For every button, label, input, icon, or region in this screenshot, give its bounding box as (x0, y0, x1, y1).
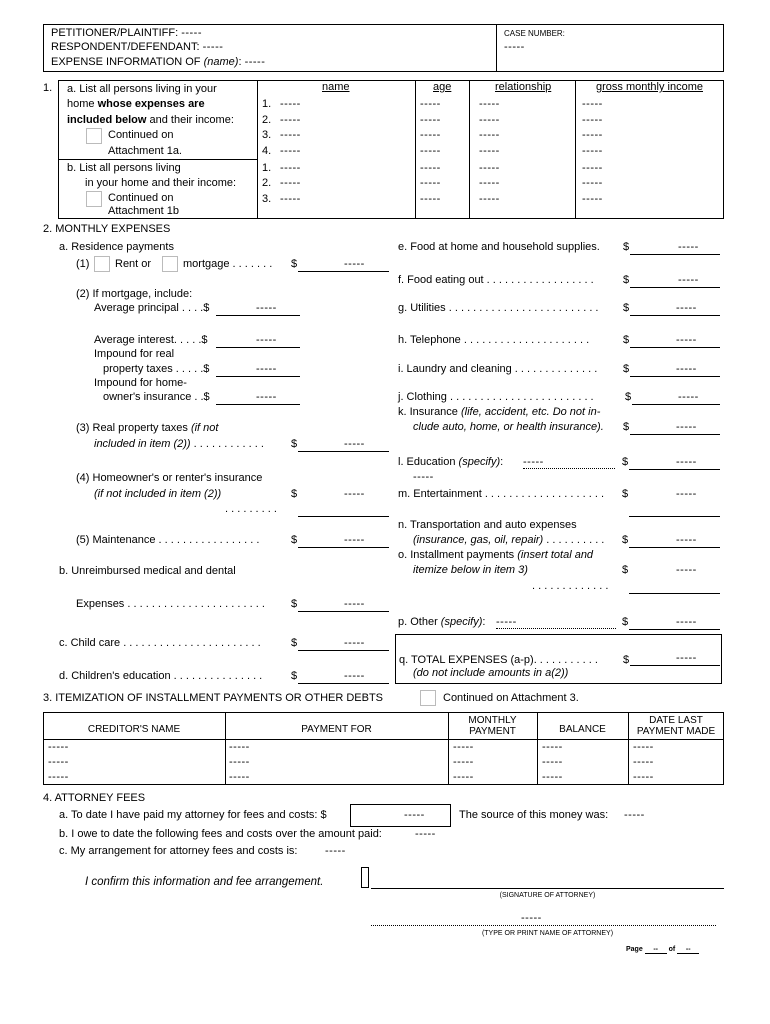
section-1a-line1: a. List all persons living in your (67, 83, 217, 95)
date-last-header (628, 715, 724, 737)
section-4-title: 4. ATTORNEY FEES (43, 792, 146, 804)
mortgage-checkbox[interactable] (162, 256, 178, 272)
food-out-label: f. Food eating out . . . . . . . . . . . . . . . . . . (398, 274, 594, 286)
dollar-sign: $ (622, 534, 629, 546)
telephone-line (630, 334, 720, 348)
petitioner-label: PETITIONER/PLAINTIFF: (51, 27, 179, 39)
person-relationship-field[interactable]: ----- (479, 129, 500, 141)
balance-field[interactable]: ----- (542, 756, 563, 768)
section-1-number: 1. (43, 82, 53, 94)
row-number: 1. (262, 98, 272, 110)
homeowners-insurance-hint-text: (if not included in item (2)) (94, 488, 222, 500)
avg-interest-field[interactable]: ----- (256, 334, 277, 346)
maintenance-label: (5) Maintenance . . . . . . . . . . . . . . . . . (76, 534, 260, 546)
other-label (398, 616, 485, 628)
installment-text: o. Installment payments (398, 549, 518, 561)
mortgage-include-label: (2) If mortgage, include: (76, 288, 193, 300)
utilities-field[interactable]: ----- (676, 302, 697, 314)
expense-of-field[interactable]: ----- (244, 56, 266, 68)
rent-label: Rent or (115, 258, 152, 270)
continued-3-checkbox[interactable] (420, 690, 436, 706)
monthly-header-line2: PAYMENT (469, 726, 516, 737)
continued-1a-checkbox[interactable] (86, 128, 102, 144)
homeowners-insurance-field[interactable]: ----- (344, 488, 365, 500)
property-taxes-label (76, 422, 218, 434)
education-text: l. Education (398, 456, 459, 468)
payment-for-field[interactable]: ----- (229, 756, 250, 768)
continued-1b-checkbox[interactable] (86, 191, 102, 207)
education-specify-field-2[interactable]: ----- (413, 471, 434, 483)
col-age-header: age (433, 81, 452, 93)
other-line (629, 616, 720, 630)
section-1-divider-v1 (257, 80, 258, 219)
homeowners-dots: . . . . . . . . . (225, 503, 277, 515)
impound-home-label1: Impound for home- (94, 377, 187, 389)
person-relationship-field[interactable]: ----- (479, 177, 500, 189)
medical-dental-label: b. Unreimbursed medical and dental (59, 565, 236, 577)
caption-divider (496, 24, 497, 72)
fees-source-field[interactable]: ----- (624, 809, 645, 821)
dollar-sign: $ (623, 334, 630, 346)
case-number-field[interactable]: ----- (504, 41, 525, 53)
property-taxes-hint: (if not (190, 422, 219, 434)
continued-1a-label2: Attachment 1a. (108, 145, 182, 157)
total-expenses-hint-text: (do not include amounts in a(2)) (413, 667, 569, 679)
installment-dots: . . . . . . . . . . . . . (532, 580, 609, 592)
creditor-field[interactable]: ----- (48, 756, 69, 768)
payment-for-header: PAYMENT FOR (301, 724, 372, 735)
respondent-row (51, 41, 223, 53)
person-income-field[interactable]: ----- (582, 177, 603, 189)
dollar-sign: $ (623, 302, 630, 314)
person-name-field[interactable]: ----- (280, 114, 301, 126)
education-line (629, 456, 720, 470)
insurance-label2 (413, 421, 604, 433)
other-colon: : (482, 616, 486, 628)
monthly-payment-field[interactable]: ----- (453, 756, 474, 768)
education-field[interactable]: ----- (676, 456, 697, 468)
dollar-sign: $ (622, 456, 629, 468)
homeowners-insurance-line (298, 503, 389, 517)
dollar-sign: $ (291, 598, 298, 610)
person-income-field[interactable]: ----- (582, 193, 603, 205)
monthly-payment-field[interactable]: ----- (453, 771, 474, 783)
person-name-field[interactable]: ----- (280, 145, 301, 157)
confirm-statement (85, 876, 323, 888)
section-1-divider-h (58, 159, 257, 160)
installment-hint: (insert total and (517, 549, 594, 561)
row-number: 2. (262, 177, 272, 189)
person-income-field[interactable]: ----- (582, 162, 603, 174)
dollar-sign: $ (291, 258, 298, 270)
list-item (262, 114, 271, 126)
expense-of-label: EXPENSE INFORMATION OF (51, 56, 201, 68)
petitioner-field[interactable]: ----- (181, 27, 203, 39)
education-colon: : (500, 456, 504, 468)
total-expenses-label: q. TOTAL EXPENSES (a-p). . . . . . . . . . . (399, 654, 598, 666)
dollar-sign: $ (291, 637, 298, 649)
transportation-field[interactable]: ----- (676, 534, 697, 546)
expense-of-row (51, 56, 265, 68)
list-item (262, 162, 271, 174)
other-specify-hint: (specify) (440, 616, 483, 628)
dollar-sign: $ (625, 391, 632, 403)
installment-hint2: itemize below in item 3) (413, 564, 528, 576)
attorney-name-label: (TYPE OR PRINT NAME OF ATTORNEY) (481, 930, 614, 937)
person-age-field[interactable]: ----- (420, 114, 441, 126)
dollar-sign: $ (622, 488, 629, 500)
continued-1a-label1: Continued on (108, 129, 174, 141)
section-1a-line2 (67, 98, 205, 110)
clothing-field[interactable]: ----- (678, 391, 699, 403)
food-out-field[interactable]: ----- (678, 274, 699, 286)
installment-line (629, 580, 720, 594)
transportation-label: n. Transportation and auto expenses (398, 519, 577, 531)
rent-checkbox[interactable] (94, 256, 110, 272)
list-item (262, 98, 271, 110)
property-taxes-label2 (94, 438, 264, 450)
respondent-label: RESPONDENT/DEFENDANT: (51, 41, 200, 53)
dollar-sign: $ (623, 274, 630, 286)
clothing-line (632, 391, 720, 405)
insurance-label (398, 406, 600, 418)
fees-source-label: The source of this money was: (459, 809, 609, 821)
person-name-field[interactable]: ----- (280, 193, 301, 205)
dollar-sign: $ (291, 488, 298, 500)
payment-for-field[interactable]: ----- (229, 741, 250, 753)
impound-real-field[interactable]: ----- (256, 363, 277, 375)
laundry-field[interactable]: ----- (676, 363, 697, 375)
dollar-sign: $ (623, 421, 630, 433)
creditor-header: CREDITOR'S NAME (87, 724, 181, 735)
insurance-hint2: clude auto, home, or health insurance). (413, 421, 604, 433)
installment-field[interactable]: ----- (676, 564, 697, 576)
total-expenses-line (630, 652, 720, 666)
childrens-education-field[interactable]: ----- (344, 670, 365, 682)
section-1-divider-v2 (415, 80, 416, 219)
petitioner-row (51, 27, 202, 39)
page-total-field[interactable]: -- (677, 946, 699, 954)
page-number (626, 946, 699, 954)
signature-marker (361, 867, 369, 888)
date-last-field[interactable]: ----- (633, 756, 654, 768)
list-item (262, 145, 271, 157)
total-expenses-field[interactable]: ----- (676, 652, 697, 664)
section-3-title: 3. ITEMIZATION OF INSTALLMENT PAYMENTS OR OTHER DEBTS (43, 692, 384, 704)
list-item (262, 129, 271, 141)
property-taxes-hint2: included in item (2)) (94, 438, 191, 450)
respondent-field[interactable]: ----- (202, 41, 224, 53)
maintenance-field[interactable]: ----- (344, 534, 365, 546)
balance-field[interactable]: ----- (542, 741, 563, 753)
property-taxes-text: (3) Real property taxes (76, 422, 191, 434)
person-age-field[interactable]: ----- (420, 129, 441, 141)
signature-line[interactable] (371, 888, 724, 889)
food-home-field[interactable]: ----- (678, 241, 699, 253)
dollar-sign: $ (291, 670, 298, 682)
homeowners-insurance-label: (4) Homeowner's or renter's insurance (76, 472, 263, 484)
insurance-line (630, 421, 720, 435)
fee-arrangement-label: c. My arrangement for attorney fees and costs is: (59, 845, 298, 857)
person-name-field[interactable]: ----- (280, 177, 301, 189)
list-item (262, 193, 271, 205)
dollar-sign: $ (622, 564, 629, 576)
date-header-line2: PAYMENT MADE (636, 726, 716, 737)
continued-3-label: Continued on Attachment 3. (443, 692, 579, 704)
utilities-line (630, 302, 720, 316)
avg-principal-field[interactable]: ----- (256, 302, 277, 314)
row-number: 3. (262, 129, 272, 141)
laundry-line (630, 363, 720, 377)
page-number-field[interactable]: -- (645, 946, 667, 954)
person-income-field[interactable]: ----- (582, 129, 603, 141)
section-2-title: 2. MONTHLY EXPENSES (43, 223, 171, 235)
utilities-label: g. Utilities . . . . . . . . . . . . . . . . . . . . . . . . . (398, 302, 599, 314)
property-taxes-dots: . . . . . . . . . . . . (190, 438, 264, 450)
laundry-label: i. Laundry and cleaning . . . . . . . . . . . . . . (398, 363, 598, 375)
list-item (262, 177, 271, 189)
creditor-field[interactable]: ----- (48, 771, 69, 783)
col-relationship-header: relationship (495, 81, 552, 93)
of-label: of (668, 946, 676, 953)
date-last-field[interactable]: ----- (633, 771, 654, 783)
confirm-text: I confirm this information and fee arrangement. (85, 876, 324, 888)
person-income-field[interactable]: ----- (582, 145, 603, 157)
installment-label (398, 549, 593, 561)
signature-label: (SIGNATURE OF ATTORNEY) (499, 892, 596, 899)
homeowners-insurance-hint (94, 488, 221, 500)
transportation-label2 (413, 534, 604, 546)
total-expenses-hint (413, 667, 568, 679)
row-number: 4. (262, 145, 272, 157)
fees-owed-label: b. I owe to date the following fees and costs over the amount paid: (59, 828, 382, 840)
debts-table-header-divider (43, 739, 724, 740)
avg-principal-label: Average principal . . . .$ (94, 302, 210, 314)
insurance-text: k. Insurance (398, 406, 461, 418)
debts-col-divider-1 (225, 712, 226, 785)
case-number-label: CASE NUMBER: (504, 29, 565, 38)
monthly-payment-header (448, 715, 537, 737)
dollar-sign: $ (623, 241, 630, 253)
fees-paid-label: a. To date I have paid my attorney for fees and costs: $ (59, 809, 327, 821)
fees-paid-field[interactable]: ----- (404, 809, 425, 821)
col-income-header: gross monthly income (596, 81, 703, 93)
person-name-field[interactable]: ----- (280, 129, 301, 141)
row-number: 2. (262, 114, 272, 126)
section-1a-line2-text: home (67, 98, 98, 110)
expense-of-colon: : (238, 56, 242, 68)
creditor-field[interactable]: ----- (48, 741, 69, 753)
person-age-field[interactable]: ----- (420, 193, 441, 205)
other-text: p. Other (398, 616, 441, 628)
person-income-field[interactable]: ----- (582, 98, 603, 110)
education-label (398, 456, 503, 468)
rent-or-mortgage-row (76, 258, 89, 270)
section-1b-line2: in your home and their income: (85, 177, 237, 189)
entertainment-line (629, 503, 720, 517)
person-name-field[interactable]: ----- (280, 98, 301, 110)
debts-col-divider-3 (537, 712, 538, 785)
monthly-payment-field[interactable]: ----- (453, 741, 474, 753)
section-1a-line3-bold: included below (67, 114, 147, 126)
balance-header: BALANCE (559, 724, 606, 735)
section-1a-line3-text: and their income: (146, 114, 234, 126)
expense-of-name-hint: (name) (203, 56, 239, 68)
person-age-field[interactable]: ----- (420, 98, 441, 110)
person-relationship-field[interactable]: ----- (479, 98, 500, 110)
dollar-sign: $ (623, 363, 630, 375)
childrens-education-label: d. Children's education . . . . . . . . . . . . . . . (59, 670, 263, 682)
child-care-label: c. Child care . . . . . . . . . . . . . . . . . . . . . . . (59, 637, 261, 649)
item-a1-number: (1) (76, 258, 90, 270)
dollar-sign: $ (291, 534, 298, 546)
person-relationship-field[interactable]: ----- (479, 162, 500, 174)
attorney-name-field[interactable]: ----- (521, 912, 542, 924)
person-relationship-field[interactable]: ----- (479, 145, 500, 157)
person-relationship-field[interactable]: ----- (479, 193, 500, 205)
person-age-field[interactable]: ----- (420, 177, 441, 189)
child-care-field[interactable]: ----- (344, 637, 365, 649)
dollar-sign: $ (291, 438, 298, 450)
avg-interest-label: Average interest. . . . .$ (94, 334, 208, 346)
telephone-label: h. Telephone . . . . . . . . . . . . . . . . . . . . . (398, 334, 590, 346)
education-specify-field[interactable]: ----- (523, 456, 615, 469)
education-specify-hint: (specify) (458, 456, 501, 468)
insurance-hint: (life, accident, etc. Do not in- (460, 406, 601, 418)
debts-table (43, 712, 724, 785)
property-taxes-field[interactable]: ----- (344, 438, 365, 450)
page-label: Page (626, 946, 643, 953)
installment-label2 (413, 564, 528, 576)
row-number: 3. (262, 193, 272, 205)
transportation-hint: (insurance, gas, oil, repair) (413, 534, 544, 546)
balance-field[interactable]: ----- (542, 771, 563, 783)
impound-home-label2: owner's insurance . .$ (103, 391, 210, 403)
section-1b-line1: b. List all persons living (67, 162, 181, 174)
mortgage-label: mortgage . . . . . . . (183, 258, 273, 270)
impound-home-field[interactable]: ----- (256, 391, 277, 403)
section-1-divider-v4 (575, 80, 576, 219)
transportation-dots: . . . . . . . . . . (543, 534, 605, 546)
dollar-sign: $ (622, 616, 629, 628)
food-home-label: e. Food at home and household supplies. (398, 241, 600, 253)
food-out-line (630, 274, 720, 288)
dollar-sign: $ (623, 654, 630, 666)
fees-owed-field[interactable]: ----- (415, 828, 436, 840)
impound-real-label1: Impound for real (94, 348, 175, 360)
fee-arrangement-field[interactable]: ----- (325, 845, 346, 857)
section-1-divider-v3 (469, 80, 470, 219)
continued-1b-label1: Continued on (108, 192, 174, 204)
date-header-line1: DATE LAST (649, 715, 703, 726)
other-specify-field[interactable]: ----- (496, 616, 616, 629)
clothing-label: j. Clothing . . . . . . . . . . . . . . . . . . . . . . . . (398, 391, 594, 403)
impound-real-label2: property taxes . . . . .$ (103, 363, 210, 375)
medical-expenses-label: Expenses . . . . . . . . . . . . . . . . . . . . . . . (76, 598, 265, 610)
person-age-field[interactable]: ----- (420, 162, 441, 174)
attorney-name-line (371, 925, 716, 926)
row-number: 1. (262, 162, 272, 174)
person-age-field[interactable]: ----- (420, 145, 441, 157)
section-1a-line2-bold: whose expenses are (97, 98, 205, 110)
insurance-field[interactable]: ----- (676, 421, 697, 433)
section-1a-line3 (67, 114, 234, 126)
transportation-line (629, 534, 720, 548)
continued-1b-label2: Attachment 1b (108, 205, 179, 217)
monthly-header-line1: MONTHLY (468, 715, 517, 726)
date-last-field[interactable]: ----- (633, 741, 654, 753)
person-name-field[interactable]: ----- (280, 162, 301, 174)
person-income-field[interactable]: ----- (582, 114, 603, 126)
entertainment-label: m. Entertainment . . . . . . . . . . . . . . . . . . . . (398, 488, 605, 500)
payment-for-field[interactable]: ----- (229, 771, 250, 783)
rent-mortgage-amount-field[interactable]: ----- (344, 258, 365, 270)
fees-paid-box (350, 804, 451, 827)
medical-expenses-field[interactable]: ----- (344, 598, 365, 610)
telephone-field[interactable]: ----- (676, 334, 697, 346)
food-home-line (630, 241, 720, 255)
person-relationship-field[interactable]: ----- (479, 114, 500, 126)
col-name-header: name (322, 81, 350, 93)
other-field[interactable]: ----- (676, 616, 697, 628)
entertainment-field[interactable]: ----- (676, 488, 697, 500)
residence-payments-label: a. Residence payments (59, 241, 174, 253)
